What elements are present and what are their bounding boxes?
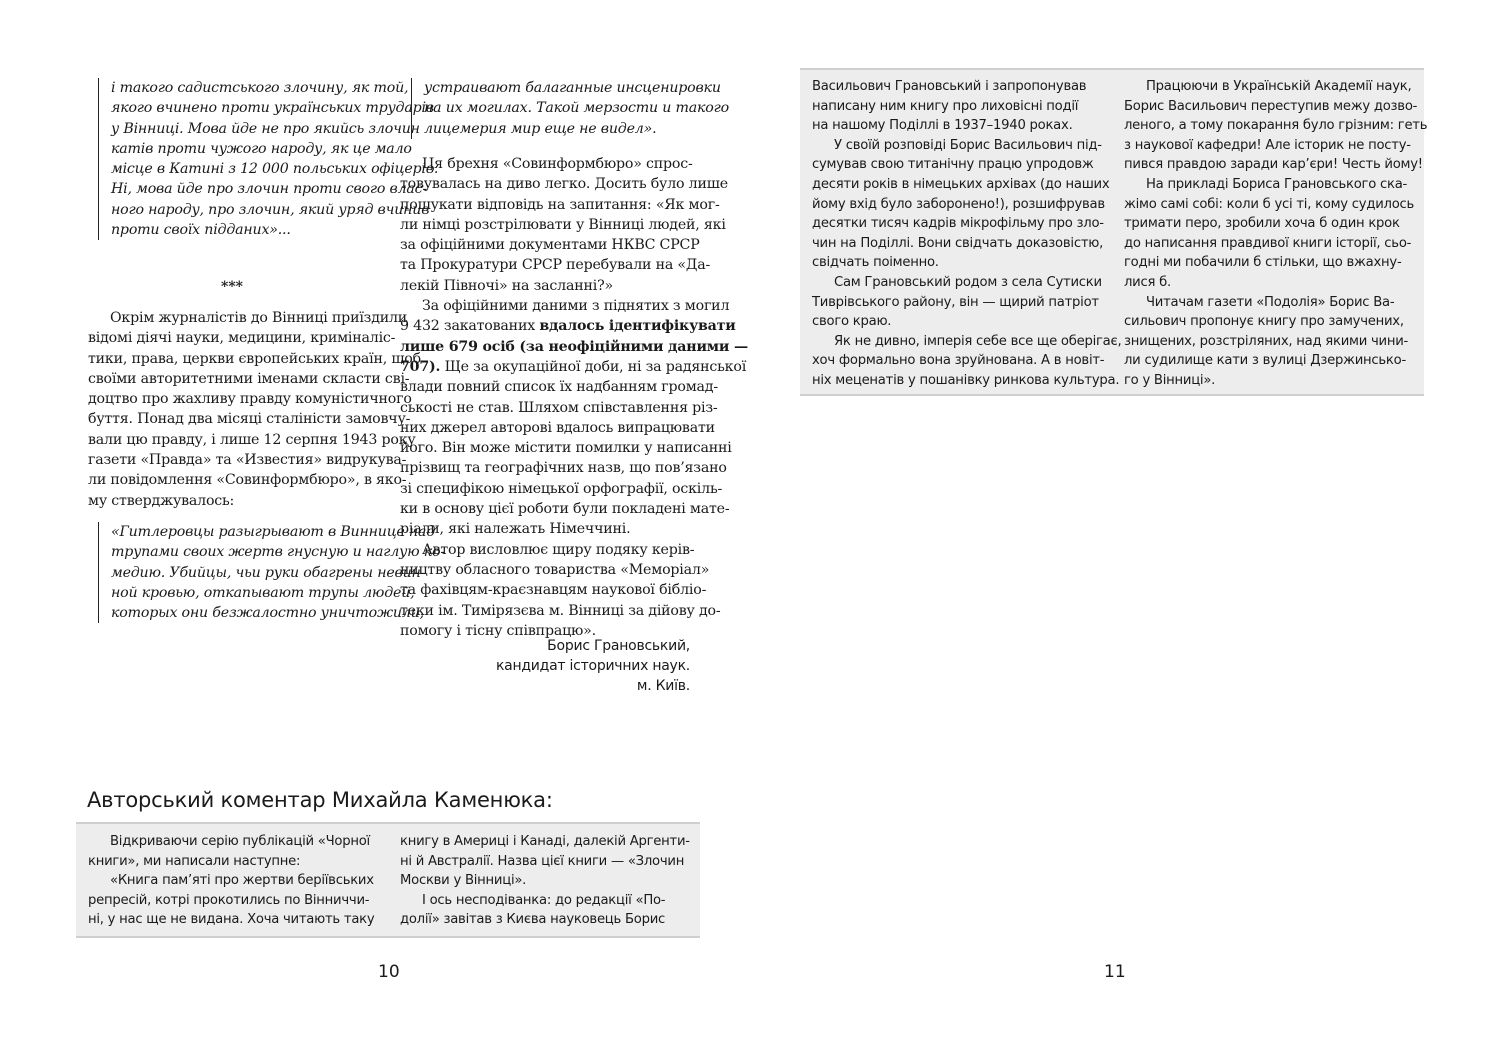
text-run: 9 432 закатованих bbox=[400, 318, 540, 335]
bold-text-run: 707). bbox=[400, 358, 441, 375]
text-line: книгу в Америці і Канаді, далекій Аргенти- bbox=[400, 834, 690, 849]
signature-title: кандидат історичних наук. bbox=[495, 658, 690, 674]
text-line: ріали, які належать Німеччині. bbox=[400, 521, 631, 538]
signature-city: м. Київ. bbox=[636, 678, 690, 694]
text-line: Тиврівського району, він — щирий патріот bbox=[812, 294, 1099, 310]
text-line: відомі діячі науки, медицини, криміналіс- bbox=[88, 330, 396, 347]
text-line: проти своїх підданих»... bbox=[111, 222, 291, 239]
text-line: та Прокуратури СРСР перебували на «Да- bbox=[400, 257, 711, 274]
bold-text-run: вдалось ідентифікувати bbox=[539, 318, 736, 335]
text-line: і такого садистського злочину, як той, bbox=[111, 80, 409, 96]
bold-text-line: лише 679 осіб (за неофіційними даними — bbox=[400, 338, 748, 355]
text-line: ли судилище кати з вулиці Дзержинсько- bbox=[1124, 353, 1406, 369]
text-line: теки ім. Тимірязєва м. Вінниці за дійову до- bbox=[400, 602, 721, 619]
text-line: свого краю. bbox=[812, 314, 892, 330]
text-line: У своїй розповіді Борис Васильович під- bbox=[834, 137, 1102, 153]
text-line: катів проти чужого народу, як це мало bbox=[111, 140, 412, 157]
quote-block-1 bbox=[98, 78, 439, 240]
text-line: Москви у Вінниці». bbox=[400, 873, 527, 889]
text-line: тримати перо, зробили хоча б один крок bbox=[1124, 216, 1400, 232]
text-line: на их могилах. Такой мерзости и такого bbox=[424, 100, 729, 117]
text-line: знищених, розстріляних, над якими чини- bbox=[1124, 333, 1409, 349]
text-line: його. Він може містити помилки у написанні bbox=[400, 440, 732, 457]
text-line: пився правдою заради кар’єри! Честь йому! bbox=[1124, 157, 1423, 173]
text-line: Автор висловлює щиру подяку керів- bbox=[422, 541, 695, 558]
text-line: Відкриваючи серію публікацій «Чорної bbox=[110, 834, 370, 849]
text-line: влади повний список їх надбанням громад- bbox=[400, 379, 718, 396]
text-line: ництву обласного товариства «Меморіал» bbox=[400, 561, 710, 578]
page-number-left: 10 bbox=[378, 962, 400, 982]
text-line: лися б. bbox=[1124, 274, 1171, 290]
text-line: та фахівцям-краєзнавцям наукової бібліо- bbox=[400, 582, 707, 599]
text-line: ніх меценатів у пошанівку ринкова культура. bbox=[812, 372, 1120, 388]
text-line: них джерел авторові вдалось випрацювати bbox=[400, 419, 715, 436]
page-number-right: 11 bbox=[1104, 962, 1126, 982]
text-line: місце в Катині з 12 000 польських офіцерів. bbox=[111, 161, 439, 178]
text-line: ного народу, про злочин, який уряд вчинив bbox=[111, 201, 430, 218]
text-line: газети «Правда» та «Известия» видрукува- bbox=[88, 452, 407, 469]
text-line: «Гитлеровцы разыгрывают в Виннице над bbox=[111, 524, 436, 540]
text-line: за офіційними документами НКВС СРСР bbox=[400, 237, 700, 254]
section-heading: Авторський коментар Михайла Каменюка: bbox=[87, 788, 553, 812]
text-line: на нашому Поділлі в 1937–1940 роках. bbox=[812, 118, 1073, 134]
text-line: з наукової кафедри! Але історик не посту- bbox=[1124, 137, 1411, 153]
section-separator: *** bbox=[221, 279, 243, 295]
text-line: Васильович Грановський і запропонував bbox=[812, 79, 1087, 94]
text-line: десятки тисяч кадрів мікрофільму про зло- bbox=[812, 216, 1104, 232]
text-line: якого вчинено проти українських трударів bbox=[111, 100, 434, 117]
quote-block-2 bbox=[98, 522, 445, 623]
text-line: до написання правдивої книги історії, сьо- bbox=[1124, 235, 1412, 251]
text-line: І ось несподіванка: до редакції «По- bbox=[422, 892, 666, 908]
text-line: Окрім журналістів до Вінниці приїздили bbox=[110, 310, 408, 326]
comment-box-right-col2 bbox=[1124, 77, 1428, 391]
comment-box-left-col2 bbox=[400, 832, 692, 930]
text-line: ной кровью, откапывают трупы людей, bbox=[111, 584, 415, 601]
comment-box-left-col1 bbox=[88, 832, 380, 930]
text-line: Працюючи в Українській Академії наук, bbox=[1146, 79, 1412, 94]
text-line: доцтво про жахливу правду комуністичного bbox=[88, 391, 412, 408]
text-line: «Книга пам’яті про жертви беріївських bbox=[110, 873, 374, 889]
signature-name: Борис Грановський, bbox=[547, 638, 690, 654]
text-line: сильович пропонує книгу про замучених, bbox=[1124, 314, 1404, 330]
text-line: леного, а тому покарання було грізним: геть bbox=[1124, 118, 1428, 134]
text-line: Ця брехня «Совинформбюро» спрос- bbox=[422, 156, 693, 172]
text-line: зі специфікою німецької орфографії, оскіль- bbox=[400, 480, 723, 497]
text-line: лицемерия мир еще не видел». bbox=[424, 120, 657, 137]
text-line: чин на Поділлі. Вони свідчать доказовістю, bbox=[812, 235, 1104, 251]
text-line: Читачам газети «Подолія» Борис Ва- bbox=[1146, 294, 1395, 310]
text-line: ли німці розстрілювати у Вінниці людей, які bbox=[400, 216, 726, 233]
author-signature bbox=[420, 636, 690, 696]
text-run: Ще за окупаційної доби, ні за радянської bbox=[440, 358, 747, 375]
text-line: лекій Півночі» на засланні?» bbox=[400, 277, 613, 294]
text-line: хоч формально вона зруйнована. А в новіт- bbox=[812, 353, 1105, 369]
text-line bbox=[400, 357, 747, 377]
text-line: вали цю правду, і лише 12 серпня 1943 року bbox=[88, 431, 416, 448]
text-line: Як не дивно, імперія себе все ще оберігає, bbox=[834, 333, 1122, 349]
text-line: За офіційними даними з піднятих з могил bbox=[422, 298, 730, 315]
text-line: ні й Австралії. Назва цієї книги — «Злочин bbox=[400, 853, 685, 869]
text-line bbox=[400, 316, 736, 336]
text-line: На прикладі Бориса Грановського ска- bbox=[1146, 176, 1408, 192]
text-line: ні, у нас ще не видана. Хоча читають таку bbox=[88, 912, 375, 928]
text-line: Ні, мова йде про злочин проти свого влас- bbox=[111, 181, 428, 198]
text-line: свідчать поіменно. bbox=[812, 255, 939, 271]
text-line: йому вхід було заборонено!), розшифрував bbox=[812, 196, 1105, 212]
text-line: книги», ми написали наступне: bbox=[88, 853, 301, 869]
text-line: ли повідомлення «Совинформбюро», в яко- bbox=[88, 472, 407, 489]
text-line: ськості не став. Шляхом співставлення різ- bbox=[400, 399, 718, 416]
text-line: го у Вінниці». bbox=[1124, 372, 1216, 388]
paragraph-sovinformburo bbox=[400, 154, 748, 641]
text-line: ки в основу цієї роботи були покладені мате- bbox=[400, 501, 730, 518]
text-line: жімо самі собі: коли б усі ті, кому судилось bbox=[1124, 196, 1415, 212]
text-line: медию. Убийцы, чьи руки обагрены невин- bbox=[111, 564, 426, 581]
text-line: годні ми побачили б стільки, що вжахну- bbox=[1124, 255, 1402, 271]
text-line: долії» завітав з Києва науковець Борис bbox=[400, 912, 666, 928]
text-line: помогу і тісну співпрацю». bbox=[400, 622, 596, 639]
quote-block-3 bbox=[411, 78, 729, 139]
text-line: своїми авторитетними іменами скласти сві- bbox=[88, 370, 410, 387]
text-line: которых они безжалостно уничтожили, bbox=[111, 605, 424, 622]
text-line: Борис Васильович переступив межу дозво- bbox=[1124, 98, 1418, 114]
text-line: у Вінниці. Мова йде не про якийсь злочин bbox=[111, 120, 420, 137]
text-line: написану ним книгу про лиховісні події bbox=[812, 98, 1079, 114]
text-line: десяти років в німецьких архівах (до наших bbox=[812, 176, 1110, 192]
text-line: устраивают балаганные инсценировки bbox=[424, 80, 721, 96]
text-line: сумував свою титанічну працю упродовж bbox=[812, 157, 1094, 173]
text-line: пошукати відповідь на запитання: «Як мог- bbox=[400, 196, 720, 213]
text-line: репресій, котрі прокотились по Вінниччи- bbox=[88, 892, 370, 908]
text-line: буття. Понад два місяці сталіністи замовчу- bbox=[88, 411, 411, 428]
text-line: тики, права, церкви європейських країн, щоб bbox=[88, 350, 421, 367]
text-line: товувалась на диво легко. Досить було лише bbox=[400, 176, 728, 193]
comment-box-right-col1 bbox=[812, 77, 1122, 391]
text-line: прізвищ та географічних назв, що пов’язано bbox=[400, 460, 727, 477]
text-line: му стверджувалось: bbox=[88, 492, 235, 509]
text-line: Сам Грановський родом з села Сутиски bbox=[834, 274, 1102, 290]
text-line: трупами своих жертв гнусную и наглую ко- bbox=[111, 544, 445, 561]
